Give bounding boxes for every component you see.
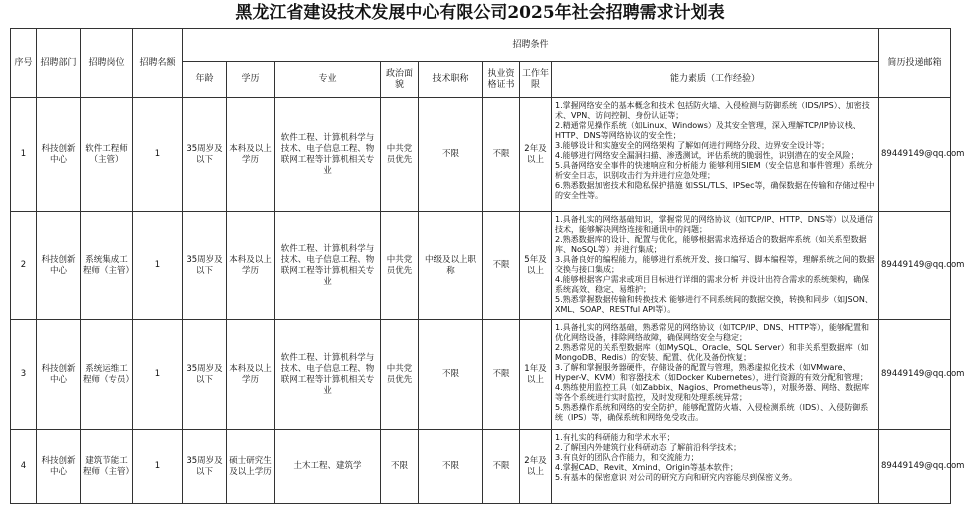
row-age: 35周岁及以下 [183, 98, 227, 212]
row-title-level: 不限 [419, 430, 483, 504]
header-age: 年龄 [183, 62, 227, 98]
row-dept: 科技创新中心 [37, 320, 81, 430]
table-row [11, 320, 951, 430]
ability-line: 4.熟练使用监控工具（如Zabbix、Nagios、Prometheus等），对服务器、网络、数据库等各个系统进行实时监控，及时发现和处理系统异常； [555, 383, 870, 402]
ability-line: 4.能够根据客户需求或项目目标进行详细的需求分析 并设计出符合需求的系统架构，确保系统高效、稳定、易维护； [555, 275, 870, 294]
header-email: 简历投递邮箱 [879, 29, 951, 98]
row-title-level: 不限 [419, 320, 483, 430]
row-education: 本科及以上学历 [227, 98, 275, 212]
row-experience: 5年及以上 [520, 212, 552, 320]
ability-line: 4.掌握CAD、Revit、Xmind、Origin等基本软件； [555, 463, 738, 472]
header-dept: 招聘部门 [37, 29, 81, 98]
ability-line: 1.具备扎实的网络基础知识，掌握常见的网络协议（如TCP/IP、HTTP、DNS等）以及通信技术，能够解决网络连接和通讯中的问题； [555, 215, 874, 234]
row-count: 1 [133, 430, 183, 504]
row-certificate: 不限 [483, 320, 520, 430]
header-political: 政治面貌 [381, 62, 419, 98]
header-position: 招聘岗位 [81, 29, 133, 98]
row-seq: 4 [11, 430, 37, 504]
row-ability [552, 430, 879, 504]
row-certificate: 不限 [483, 98, 520, 212]
row-political: 中共党员优先 [381, 212, 419, 320]
row-seq: 3 [11, 320, 37, 430]
row-dept: 科技创新中心 [37, 212, 81, 320]
ability-line: 1.掌握网络安全的基本概念和技术 包括防火墙、入侵检测与防御系统（IDS/IPS）、加密技术、VPN、访问控制、身份认证等； [555, 101, 870, 120]
page-title: 黑龙江省建设技术发展中心有限公司2025年社会招聘需求计划表 [235, 3, 725, 23]
ability-line: 5.熟悉操作系统和网络的安全防护，能够配置防火墙、入侵检测系统（IDS）、入侵防御系统（IPS）等，确保系统和网络免受攻击。 [555, 403, 869, 422]
header-title-level: 技术职称 [419, 62, 483, 98]
ability-line: 4.能够进行网络安全漏洞扫描、渗透测试，评估系统的脆弱性，识别潜在的安全风险； [555, 151, 859, 160]
row-email[interactable]: 89449149@qq.com [879, 320, 951, 430]
row-dept: 科技创新中心 [37, 98, 81, 212]
row-count: 1 [133, 212, 183, 320]
row-ability [552, 98, 879, 212]
ability-line: 3.能够设计和实施安全的网络架构 了解如何进行网络分段、边界安全设计等； [555, 141, 830, 150]
ability-line: 2.了解国内外建筑行业科研动态 了解前沿科学技术； [555, 443, 742, 452]
row-ability [552, 320, 879, 430]
row-major: 软件工程、计算机科学与技术、电子信息工程、物联网工程等计算机相关专业 [275, 212, 381, 320]
row-title-level: 中级及以上职称 [419, 212, 483, 320]
table-row [11, 212, 951, 320]
row-seq: 1 [11, 98, 37, 212]
row-political: 不限 [381, 430, 419, 504]
table-row [11, 98, 951, 212]
row-experience: 2年及以上 [520, 98, 552, 212]
ability-line: 6.熟悉数据加密技术和隐私保护措施 如SSL/TLS、IPSec等，确保数据在传输和存储过程中的安全性等。 [555, 181, 875, 200]
header-major: 专业 [275, 62, 381, 98]
row-education: 本科及以上学历 [227, 212, 275, 320]
ability-line: 5.熟悉掌握数据传输和转换技术 能够进行不同系统间的数据交换，转换和同步（如JSON、XML、SOAP、RESTful API等）。 [555, 295, 873, 314]
header-conditions: 招聘条件 [183, 29, 879, 62]
row-ability [552, 212, 879, 320]
row-education: 硕士研究生及以上学历 [227, 430, 275, 504]
row-dept: 科技创新中心 [37, 430, 81, 504]
ability-line: 2.熟悉数据库的设计、配置与优化，能够根据需求选择适合的数据库系统（如关系型数据库、NoSQL等）并进行集成； [555, 235, 867, 254]
header-count: 招聘名额 [133, 29, 183, 98]
ability-line: 1.具备扎实的网络基础，熟悉常见的网络协议（如TCP/IP、DNS、HTTP等），能够配置和优化网络设备，排除网络故障，确保网络安全与稳定； [555, 323, 870, 342]
row-email[interactable]: 89449149@qq.com [879, 98, 951, 212]
row-political: 中共党员优先 [381, 320, 419, 430]
ability-line: 2.精通常见操作系统（如Linux、Windows）及其安全管理，深入理解TCP/IP协议栈、HTTP、DNS等网络协议的安全性； [555, 121, 861, 140]
row-position: 软件工程师（主管） [81, 98, 133, 212]
row-email[interactable]: 89449149@qq.com [879, 212, 951, 320]
ability-line: 3.了解和掌握服务器硬件，存储设备的配置与管理，熟悉虚拟化技术（如VMware、Hyper-V、KVM）和容器技术（如Docker Kubernetes），进行资源的有效分配和管理； [555, 363, 868, 382]
row-seq: 2 [11, 212, 37, 320]
header-seq: 序号 [11, 29, 37, 98]
row-position: 建筑节能工程师（主管） [81, 430, 133, 504]
row-political: 中共党员优先 [381, 98, 419, 212]
row-position: 系统集成工程师（主管） [81, 212, 133, 320]
row-major: 软件工程、计算机科学与技术、电子信息工程、物联网工程等计算机相关专业 [275, 320, 381, 430]
header-ability: 能力素质（工作经验） [552, 62, 879, 98]
ability-line: 5.具备网络安全事件的快速响应和分析能力 能够利用SIEM（安全信息和事件管理）系统分析安全日志，识别攻击行为并进行应急处理； [555, 161, 873, 180]
row-position: 系统运维工程师（专员） [81, 320, 133, 430]
ability-line: 2.熟悉常见的关系型数据库（如MySQL、Oracle、SQL Server）和非关系型数据库（如MongoDB、Redis）的安装、配置、优化及备份恢复； [555, 343, 869, 362]
row-education: 本科及以上学历 [227, 320, 275, 430]
ability-line: 5.有基本的保密意识 对公司的研究方向和研究内容能尽到保密义务。 [555, 473, 798, 482]
header-education: 学历 [227, 62, 275, 98]
row-title-level: 不限 [419, 98, 483, 212]
header-certificate: 执业资格证书 [483, 62, 520, 98]
row-count: 1 [133, 320, 183, 430]
row-experience: 2年及以上 [520, 430, 552, 504]
recruitment-table [10, 28, 964, 504]
row-count: 1 [133, 98, 183, 212]
row-age: 35周岁及以下 [183, 320, 227, 430]
header-experience: 工作年限 [520, 62, 552, 98]
row-major: 土木工程、建筑学 [275, 430, 381, 504]
ability-line: 1.有扎实的科研能力和学术水平； [555, 433, 675, 442]
row-certificate: 不限 [483, 430, 520, 504]
row-experience: 1年及以上 [520, 320, 552, 430]
row-age: 35周岁及以下 [183, 430, 227, 504]
row-certificate: 不限 [483, 212, 520, 320]
row-email[interactable]: 89449149@qq.com [879, 430, 951, 504]
ability-line: 3.具备良好的编程能力，能够进行系统开发、接口编写、脚本编程等，理解系统之间的数据交换与接口集成； [555, 255, 875, 274]
row-age: 35周岁及以下 [183, 212, 227, 320]
ability-line: 3.有良好的团队合作能力，和交流能力； [555, 453, 699, 462]
row-major: 软件工程、计算机科学与技术、电子信息工程、物联网工程等计算机相关专业 [275, 98, 381, 212]
table-row [11, 430, 951, 504]
